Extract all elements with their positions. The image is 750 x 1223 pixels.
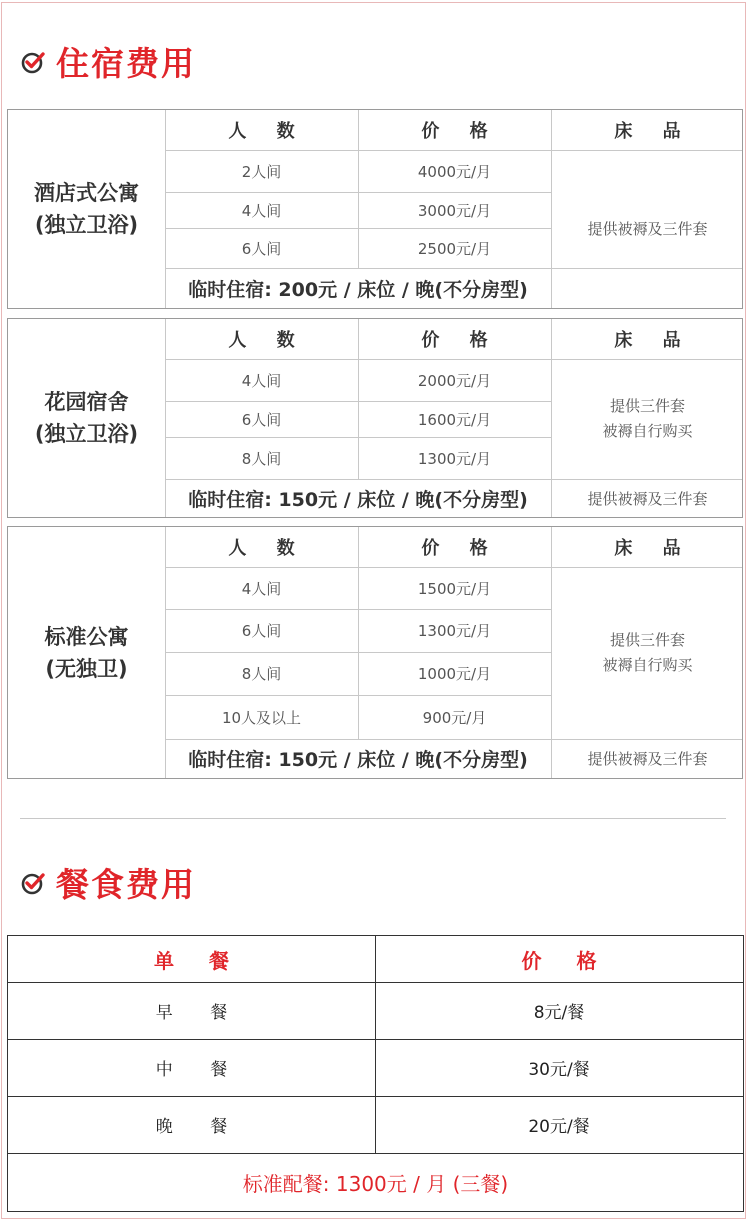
- table-row-price: 1500元/月: [417, 579, 492, 598]
- table-row-people: 8人间: [241, 449, 282, 468]
- header-bedding: 床 品: [614, 121, 693, 142]
- table-row-people: 4人间: [241, 201, 282, 220]
- table-row-people: 6人间: [241, 622, 282, 640]
- temporary-stay: 临时住宿: 150元 / 床位 / 晚(不分房型): [188, 749, 528, 771]
- header-price: 价 格: [421, 538, 500, 559]
- room-type-label: 标准公寓 (无独卫): [44, 624, 129, 681]
- room-type-label: 花园宿舍 (独立卫浴): [34, 390, 139, 446]
- table-row-price: 1300元/月: [417, 622, 492, 640]
- table-row-meal-price: 20元/餐: [528, 1117, 590, 1137]
- check-circle-icon: [20, 870, 46, 896]
- bedding-info: 提供三件套 被褥自行购买: [602, 397, 693, 440]
- table-row-people: 4人间: [241, 371, 282, 390]
- bedding-info: 提供被褥及三件套: [587, 219, 708, 238]
- table-row-price: 4000元/月: [417, 162, 492, 181]
- section-divider: [20, 818, 726, 819]
- header-people: 人 数: [228, 121, 307, 142]
- table-row-people: 8人间: [241, 665, 282, 683]
- table-row-meal: 中 餐: [155, 1060, 244, 1080]
- meals-title: [20, 859, 196, 906]
- header-price: 价 格: [421, 330, 500, 351]
- table-row-price: 2500元/月: [417, 239, 492, 258]
- table-row-people: 6人间: [241, 239, 282, 258]
- table-row-meal-price: 30元/餐: [528, 1060, 590, 1080]
- room-type-label: 酒店式公寓 (独立卫浴): [34, 181, 139, 237]
- header-meal: 单 餐: [154, 948, 243, 973]
- table-row-people: 2人间: [241, 162, 282, 181]
- header-people: 人 数: [228, 330, 307, 351]
- hotel-apartment-table: [7, 109, 743, 309]
- accommodation-title-text: 住宿费用: [56, 44, 196, 83]
- garden-dorm-table: [7, 318, 743, 518]
- table-row-people: 10人及以上: [221, 708, 302, 727]
- table-row-price: 1300元/月: [417, 449, 492, 468]
- header-price: 价 格: [421, 121, 500, 142]
- header-bedding: 床 品: [614, 538, 693, 559]
- meals-title-text: 餐食费用: [56, 865, 196, 904]
- standard-meal-plan: 标准配餐: 1300元 / 月 (三餐): [242, 1171, 509, 1196]
- check-circle-icon: [20, 49, 46, 75]
- table-row-people: 6人间: [241, 410, 282, 429]
- standard-apartment-table: [7, 526, 743, 779]
- meals-table: [7, 935, 744, 1212]
- table-row-price: 1000元/月: [417, 665, 492, 683]
- table-row-meal-price: 8元/餐: [533, 1003, 585, 1023]
- bedding-info: 提供三件套 被褥自行购买: [602, 631, 693, 674]
- header-bedding: 床 品: [614, 330, 693, 351]
- header-people: 人 数: [228, 538, 307, 559]
- table-row-price: 1600元/月: [417, 410, 492, 429]
- table-row-price: 3000元/月: [417, 201, 492, 220]
- accommodation-title: [20, 38, 196, 85]
- table-row-meal: 晚 餐: [155, 1117, 244, 1137]
- temporary-bedding: 提供被褥及三件套: [587, 750, 708, 768]
- table-row-people: 4人间: [241, 579, 282, 598]
- table-row-meal: 早 餐: [155, 1003, 244, 1023]
- header-meal-price: 价 格: [521, 948, 611, 973]
- temporary-stay: 临时住宿: 150元 / 床位 / 晚(不分房型): [188, 488, 528, 511]
- temporary-stay: 临时住宿: 200元 / 床位 / 晚(不分房型): [188, 278, 528, 301]
- table-row-price: 2000元/月: [417, 371, 492, 390]
- temporary-bedding: 提供被褥及三件套: [587, 489, 708, 508]
- table-row-price: 900元/月: [422, 708, 487, 727]
